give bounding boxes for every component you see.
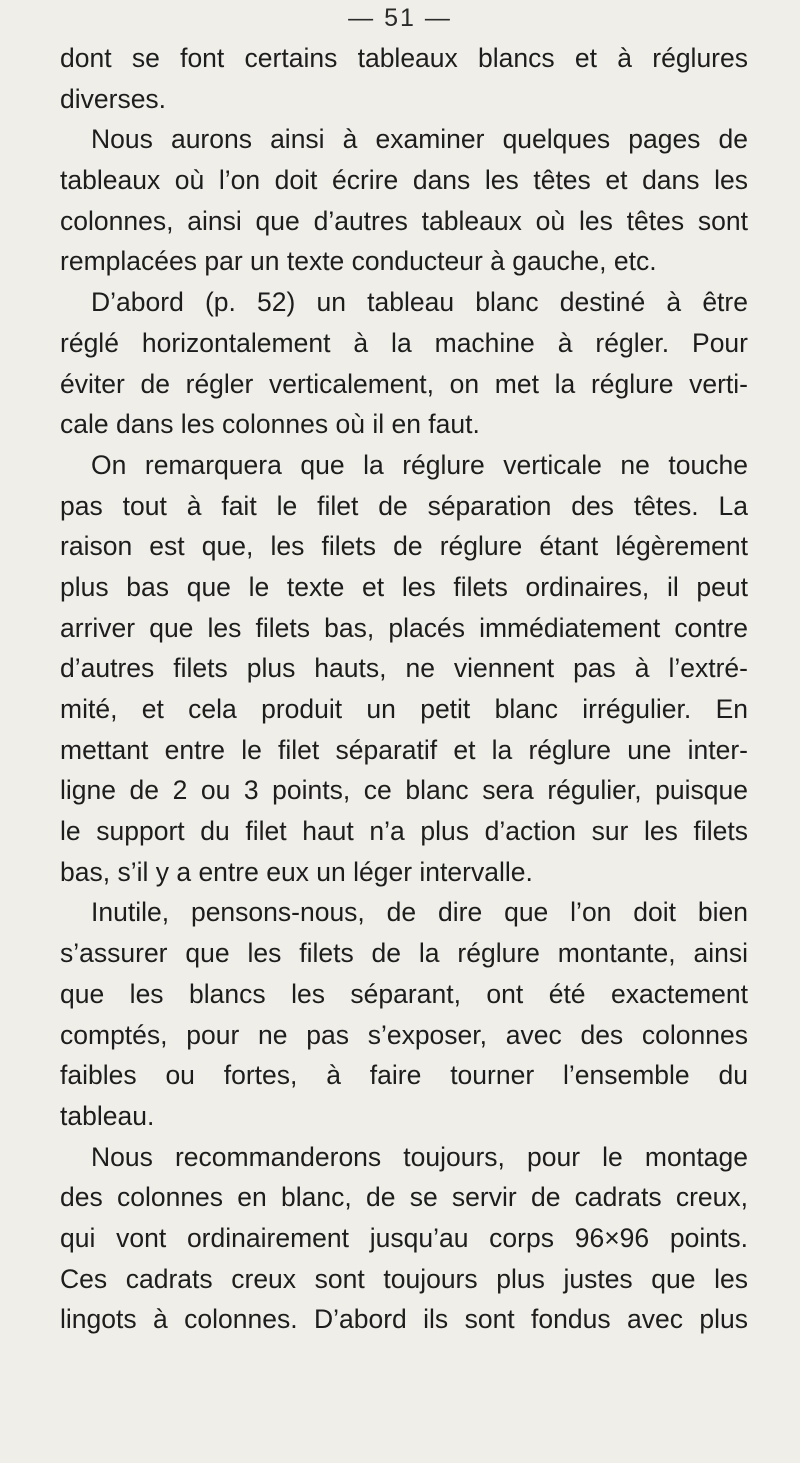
text-line: comptés, pour ne pas s’exposer, avec des colonnes <box>60 1019 748 1050</box>
text-line: mité, et cela produit un petit blanc irrégulier. En <box>60 694 748 724</box>
text-line: Nous recommanderons toujours, pour le montage <box>91 1141 748 1172</box>
text-line: plus bas que le texte et les filets ordinaires, il peut <box>60 571 748 602</box>
text-line: ligne de 2 ou 3 points, ce blanc sera régulier, puisque <box>60 775 748 806</box>
text-line: colonnes, ainsi que d’autres tableaux où les têtes sont <box>60 205 748 236</box>
text-line: réglé horizontalement à la machine à régler. Pour <box>60 327 748 358</box>
text-line: D’abord (p. 52) un tableau blanc destiné à être <box>91 287 748 318</box>
text-line: mettant entre le filet séparatif et la réglure une inter- <box>60 734 748 765</box>
text-line: que les blancs les séparant, ont été exactement <box>60 978 748 1009</box>
text-line: qui vont ordinairement jusqu’au corps 96×96 points. <box>60 1222 748 1253</box>
text-line: tableaux où l’on doit écrire dans les têtes et dans les <box>60 165 748 196</box>
text-line: pas tout à fait le filet de séparation des têtes. La <box>60 490 748 521</box>
text-line: le support du filet haut n’a plus d’action sur les filets <box>60 816 748 847</box>
text-line: Ces cadrats creux sont toujours plus justes que les <box>60 1263 748 1294</box>
text-line: raison est que, les filets de réglure étant légèrement <box>60 531 748 562</box>
page-number: — 51 — <box>348 4 452 32</box>
text-line: s’assurer que les filets de la réglure montante, ainsi <box>60 938 748 969</box>
text-line: bas, s’il y a entre eux un léger intervalle. <box>60 856 533 887</box>
text-line: dont se font certains tableaux blancs et à réglures <box>60 43 748 73</box>
text-line: diverses. <box>60 83 167 114</box>
text-line: éviter de régler verticalement, on met la réglure verti- <box>60 368 748 399</box>
text-line: lingots à colonnes. D’abord ils sont fondus avec plus <box>60 1304 748 1335</box>
text-line: Nous aurons ainsi à examiner quelques pages de <box>91 124 748 155</box>
text-line: On remarquera que la réglure verticale ne touche <box>91 449 748 480</box>
text-line: arriver que les filets bas, placés immédiatement contre <box>60 612 748 643</box>
text-line: des colonnes en blanc, de se servir de cadrats creux, <box>60 1182 748 1213</box>
text-line: faibles ou fortes, à faire tourner l’ensemble du <box>60 1060 748 1091</box>
text-line: d’autres filets plus hauts, ne viennent pas à l’extré- <box>60 653 748 684</box>
text-line: remplacées par un texte conducteur à gauche, etc. <box>60 246 657 277</box>
text-line: tableau. <box>60 1100 155 1131</box>
body-text <box>60 38 748 1340</box>
text-line: cale dans les colonnes où il en faut. <box>60 409 480 440</box>
text-line: Inutile, pensons-nous, de dire que l’on doit bien <box>91 897 748 928</box>
